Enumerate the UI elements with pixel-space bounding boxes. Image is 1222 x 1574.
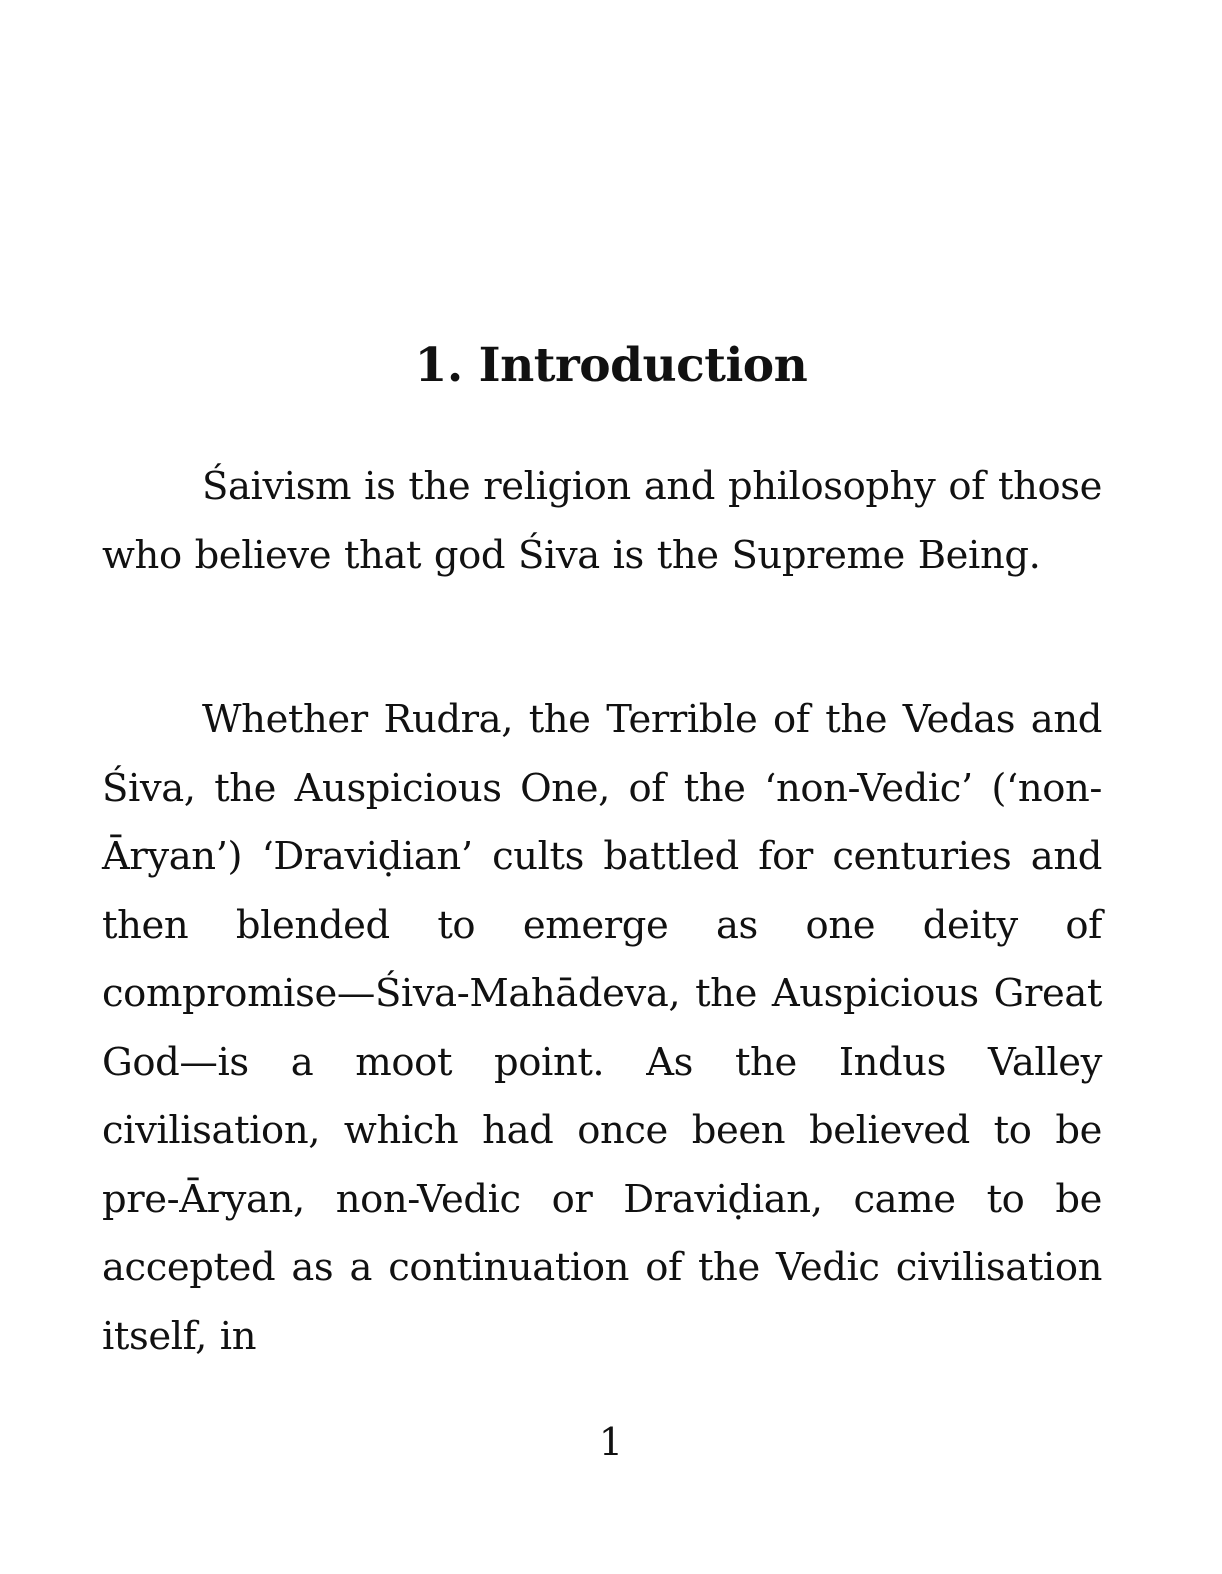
chapter-title: 1. Introduction <box>414 338 808 393</box>
paragraph-origins: Whether Rudra, the Terrible of the Vedas and Śiva, the Auspicious One, of the ‘non-Vedic’ (‘non-Āryan’) ‘Draviḍian’ cults battled for centuries and then blended to emerge as one deity of compromise—Śiva-Mahādeva, the Auspicious Great God—is a moot point. As the Indus Valley civilisation, which had once been believed to be pre-Āryan, non-Vedic or Draviḍian, came to be accepted as a continuation of the Vedic civilisation itself, in <box>102 697 1102 1359</box>
paragraph-definition: Śaivism is the religion and philosophy of those who believe that god Śiva is the Supreme Being. <box>102 464 1102 578</box>
page-number: 1 <box>598 1420 624 1464</box>
